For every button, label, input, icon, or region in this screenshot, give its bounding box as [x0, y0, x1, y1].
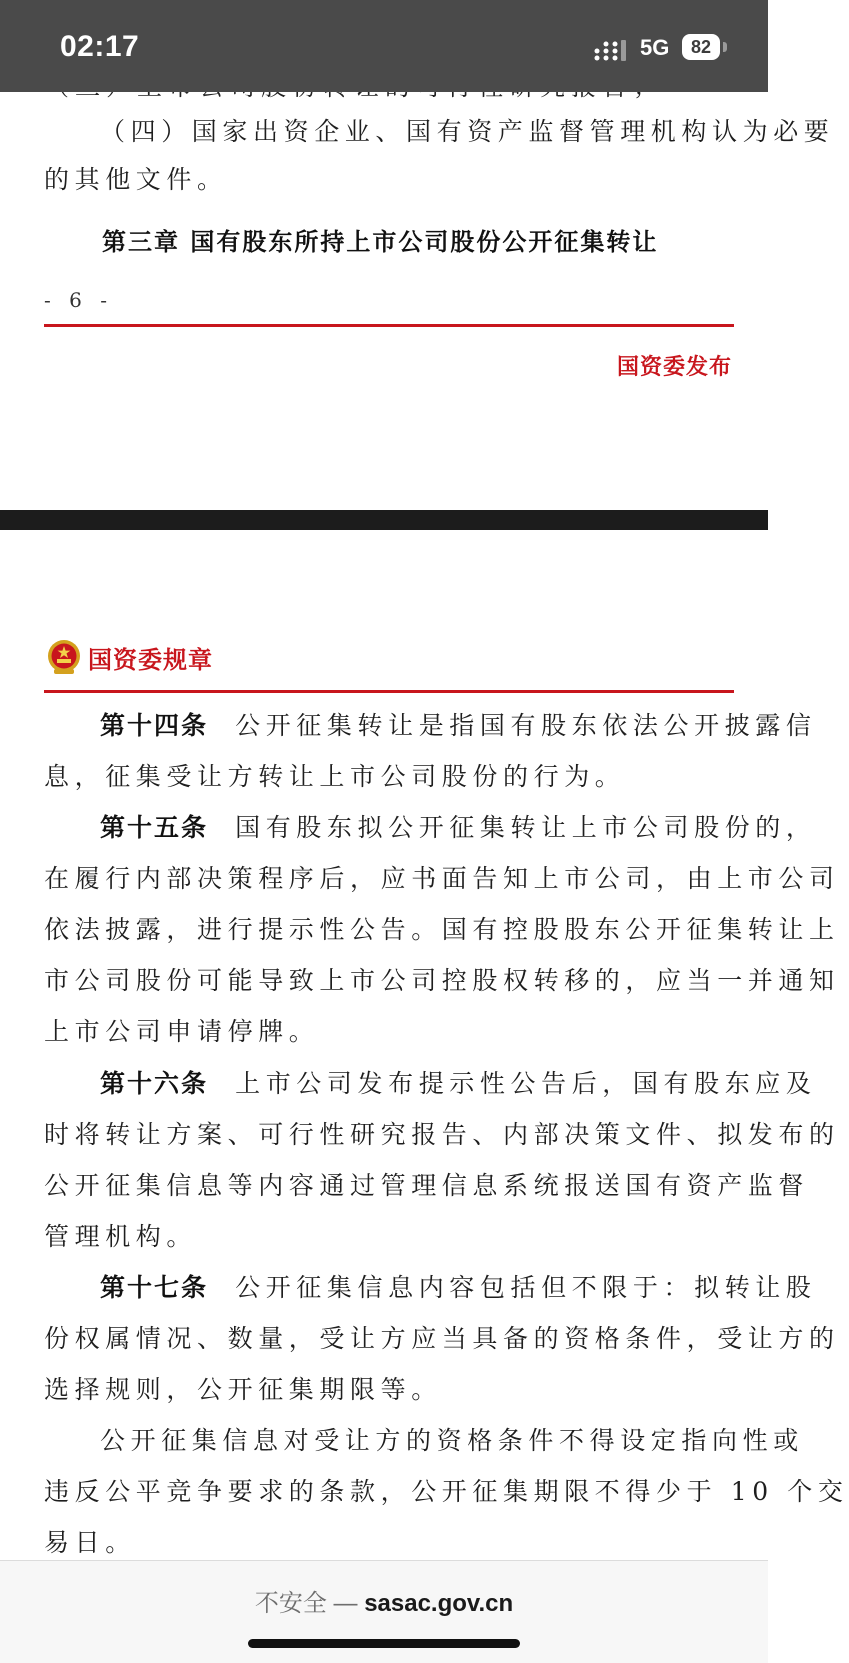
article-line: 市公司股份可能导致上市公司控股权转移的，应当一并通知 — [44, 966, 840, 995]
article-label: 第十六条 — [100, 1069, 209, 1098]
header-rule — [44, 690, 734, 693]
battery-tip — [723, 42, 727, 52]
national-emblem-icon — [46, 638, 82, 676]
article-label: 第十五条 — [100, 813, 209, 842]
paragraph-line: 易日。 — [44, 1528, 136, 1557]
article-text: 公开征集信息内容包括但不限于：拟转让股 — [235, 1273, 817, 1302]
regulations-title: 国资委规章 — [88, 646, 213, 674]
article-line: 在履行内部决策程序后，应书面告知上市公司，由上市公司 — [44, 864, 840, 893]
article-line: 选择规则，公开征集期限等。 — [44, 1375, 442, 1404]
paragraph-line: 公开征集信息对受让方的资格条件不得设定指向性或 — [100, 1426, 804, 1455]
article-17 — [44, 1268, 817, 1308]
article-14 — [44, 706, 817, 746]
clock: 02:17 — [60, 30, 140, 63]
article-line: 上市公司申请停牌。 — [44, 1017, 320, 1046]
status-bar — [0, 0, 768, 92]
page-separator — [0, 510, 768, 530]
footer-rule — [44, 324, 734, 327]
article-label: 第十四条 — [100, 711, 209, 740]
publisher-label: 国资委发布 — [616, 355, 732, 380]
article-16 — [44, 1064, 817, 1104]
list-item-four: （四）国家出资企业、国有资产监督管理机构认为必要 — [100, 117, 835, 146]
article-line: 依法披露，进行提示性公告。国有控股股东公开征集转让上 — [44, 915, 840, 944]
article-text: 国有股东拟公开征集转让上市公司股份的， — [235, 813, 817, 842]
article-15 — [44, 808, 817, 848]
article-line: 息，征集受让方转让上市公司股份的行为。 — [44, 762, 626, 791]
article-line: 时将转让方案、可行性研究报告、内部决策文件、拟发布的 — [44, 1120, 840, 1149]
security-indicator: 不安全 — — [254, 1590, 365, 1617]
address-bar[interactable] — [0, 1583, 768, 1618]
article-text: 上市公司发布提示性公告后，国有股东应及 — [235, 1069, 817, 1098]
site-domain: sasac.gov.cn — [364, 1590, 514, 1617]
article-text: 公开征集转让是指国有股东依法公开披露信 — [235, 711, 817, 740]
network-type: 5G — [640, 35, 670, 60]
chapter-heading: 第三章 国有股东所持上市公司股份公开征集转让 — [102, 228, 659, 256]
home-indicator[interactable] — [248, 1639, 520, 1648]
article-line: 份权属情况、数量，受让方应当具备的资格条件，受让方的 — [44, 1324, 840, 1353]
article-line: 管理机构。 — [44, 1222, 198, 1251]
page-number: - 6 - — [44, 288, 113, 312]
cellular-signal-icon — [594, 38, 636, 62]
list-item-four-continued: 的其他文件。 — [44, 165, 228, 194]
battery-icon: 82 — [682, 34, 720, 60]
browser-bottom-bar — [0, 1560, 768, 1663]
paragraph-line: 违反公平竞争要求的条款，公开征集期限不得少于 10 个交 — [44, 1477, 849, 1506]
article-line: 公开征集信息等内容通过管理信息系统报送国有资产监督 — [44, 1171, 810, 1200]
article-label: 第十七条 — [100, 1273, 209, 1302]
